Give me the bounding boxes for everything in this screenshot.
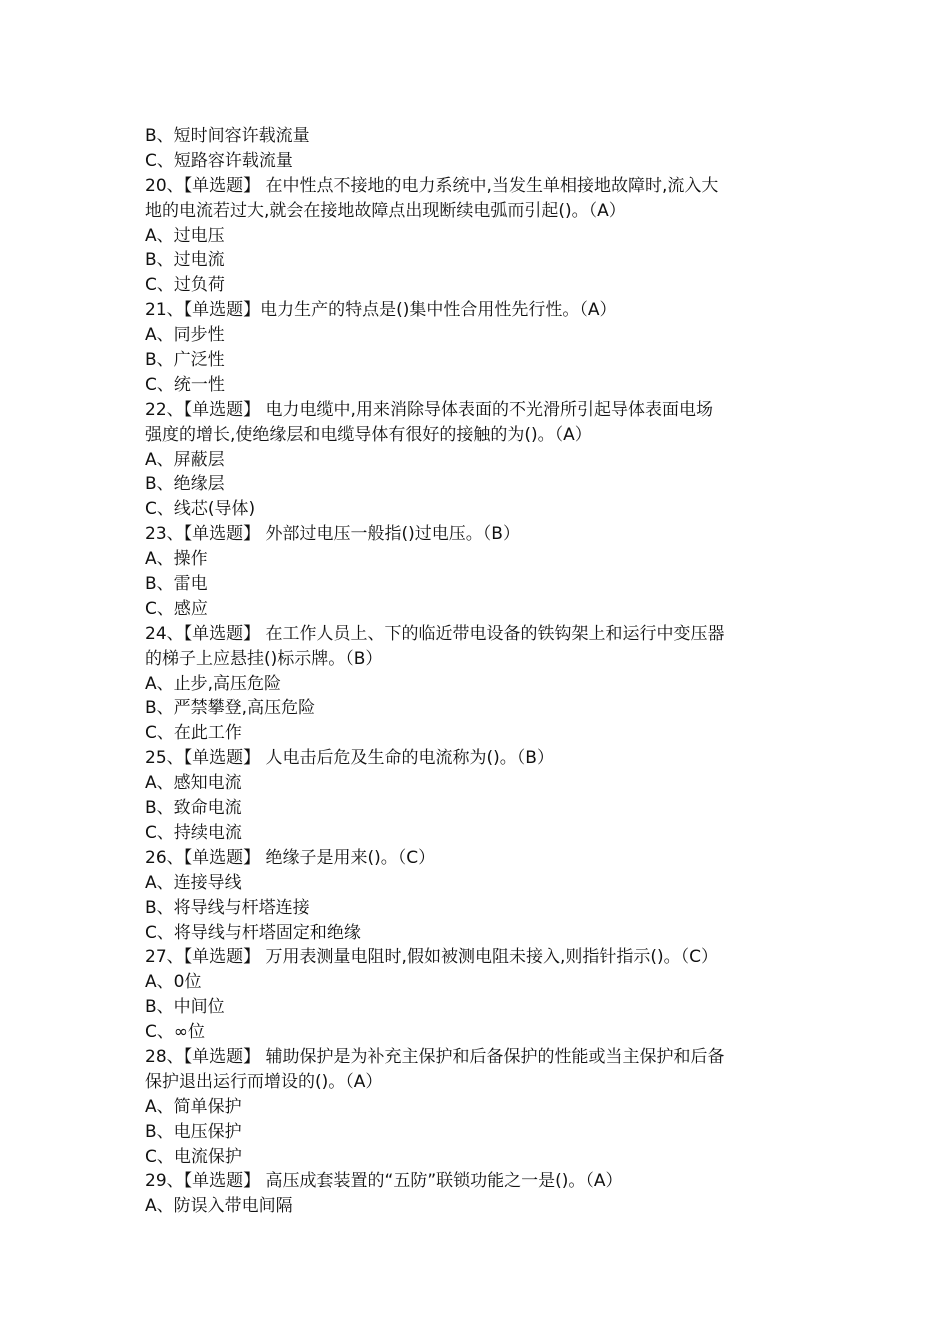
option-line: C、感应: [145, 598, 208, 619]
option-line: B、绝缘层: [145, 474, 225, 495]
option-line: B、电压保护: [145, 1121, 242, 1142]
option-line: C、将导线与杆塔固定和绝缘: [145, 922, 361, 943]
option-line: B、严禁攀登,高压危险: [145, 698, 316, 719]
question-list: [145, 124, 810, 1219]
option-line: A、防误入带电间隔: [145, 1196, 293, 1217]
question-line: 20、【单选题】 在中性点不接地的电力系统中,当发生单相接地故障时,流入大: [145, 175, 719, 196]
option-line: C、线芯(导体): [145, 499, 256, 520]
question-line: 21、【单选题】电力生产的特点是()集中性合用性先行性。（A）: [145, 300, 617, 321]
question-line: 22、【单选题】 电力电缆中,用来消除导体表面的不光滑所引起导体表面电场: [145, 399, 713, 420]
question-line: 保护退出运行而增设的()。（A）: [145, 1071, 383, 1092]
question-line: 24、【单选题】 在工作人员上、下的临近带电设备的铁钩架上和运行中变压器: [145, 623, 725, 644]
option-line: A、感知电流: [145, 773, 242, 794]
option-line: B、短时间容许载流量: [145, 126, 310, 146]
option-line: B、中间位: [145, 997, 225, 1018]
option-line: A、操作: [145, 549, 208, 570]
question-line: 26、【单选题】 绝缘子是用来()。（C）: [145, 847, 436, 868]
question-line: 25、【单选题】 人电击后危及生命的电流称为()。（B）: [145, 748, 554, 769]
option-line: C、短路容许载流量: [145, 150, 293, 171]
option-line: A、连接导线: [145, 872, 242, 893]
question-line: 29、【单选题】 高压成套装置的“五防”联锁功能之一是()。（A）: [145, 1171, 623, 1192]
question-line: 地的电流若过大,就会在接地故障点出现断续电弧而引起()。（A）: [145, 200, 626, 221]
option-line: A、0位: [145, 972, 202, 993]
option-line: A、屏蔽层: [145, 449, 225, 470]
option-line: B、将导线与杆塔连接: [145, 897, 310, 918]
question-line: 的梯子上应悬挂()标示牌。（B）: [145, 648, 383, 669]
option-line: C、统一性: [145, 374, 225, 395]
option-line: B、致命电流: [145, 798, 242, 819]
question-line: 27、【单选题】 万用表测量电阻时,假如被测电阻未接入,则指针指示()。（C）: [145, 947, 718, 968]
option-line: B、雷电: [145, 574, 208, 595]
option-line: C、过负荷: [145, 275, 225, 296]
question-line: 28、【单选题】 辅助保护是为补充主保护和后备保护的性能或当主保护和后备: [145, 1046, 725, 1067]
option-line: C、∞位: [145, 1022, 206, 1043]
option-line: A、过电压: [145, 225, 225, 246]
option-line: A、同步性: [145, 325, 225, 346]
option-line: B、广泛性: [145, 350, 225, 371]
option-line: C、电流保护: [145, 1146, 242, 1167]
option-line: C、在此工作: [145, 723, 242, 744]
question-line: 强度的增长,使绝缘层和电缆导体有很好的接触的为()。（A）: [145, 424, 592, 445]
option-line: B、过电流: [145, 250, 225, 271]
option-line: A、止步,高压危险: [145, 673, 282, 694]
question-line: 23、【单选题】 外部过电压一般指()过电压。（B）: [145, 524, 520, 545]
option-line: C、持续电流: [145, 822, 242, 843]
option-line: A、简单保护: [145, 1096, 242, 1117]
